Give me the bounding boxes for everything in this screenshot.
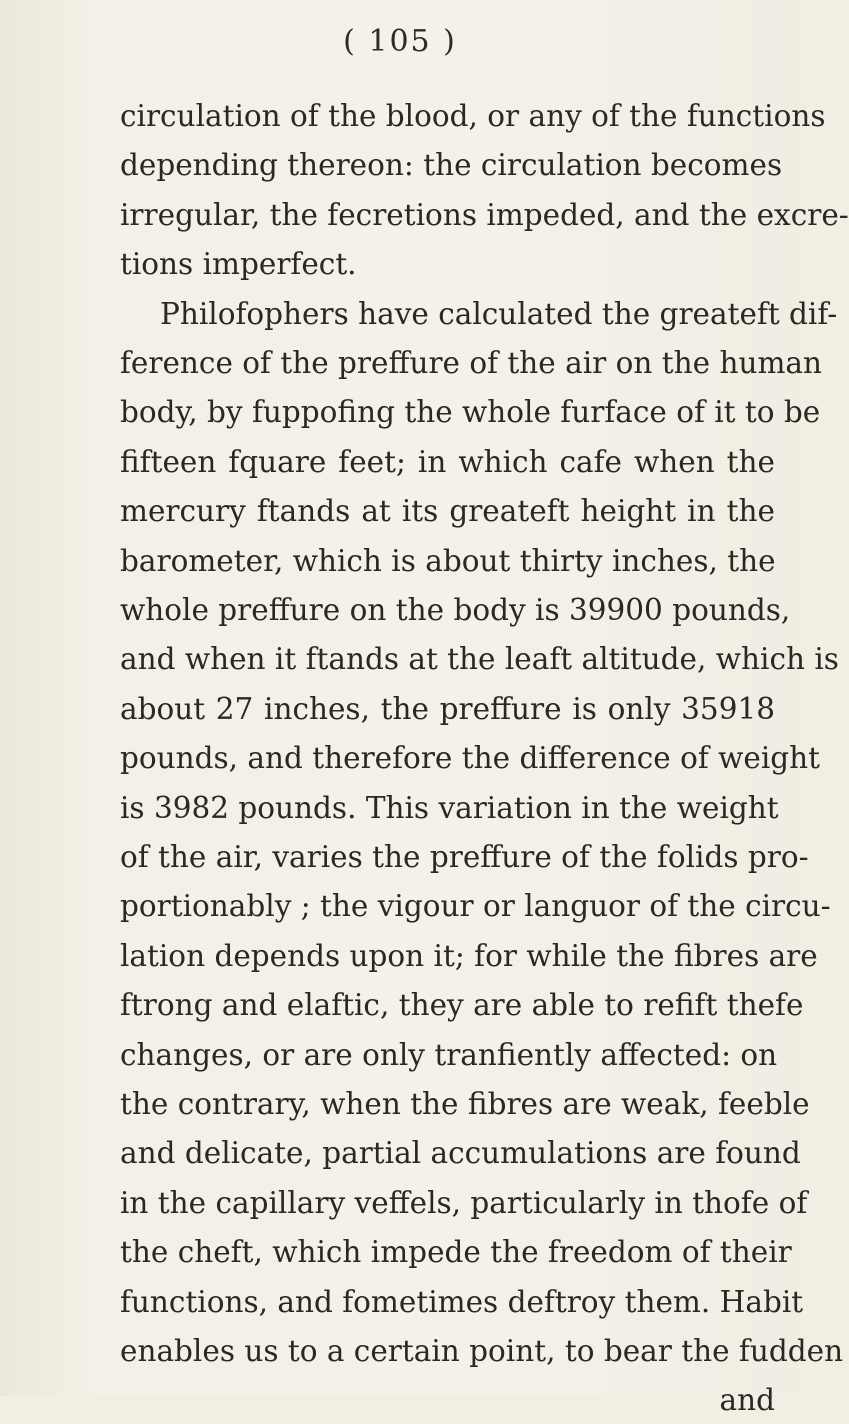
text-line: portionably ; the vigour or languor of the circu-: [120, 889, 831, 924]
text-line: ftrong and elaftic, they are able to refift thefe: [120, 988, 804, 1023]
text-line: body, by fuppofing the whole furface of it to be: [120, 395, 821, 430]
text-line: Philofophers have calculated the greateft dif-: [160, 296, 838, 331]
text-line: and delicate, partial accumulations are found: [120, 1136, 801, 1171]
text-line: in the capillary veffels, particularly in thofe of: [120, 1185, 808, 1220]
text-line: tions imperfect.: [120, 247, 357, 282]
page-number: ( 105 ): [343, 24, 457, 59]
text-line: changes, or are only tranfiently affected: on: [120, 1037, 778, 1072]
text-line: barometer, which is about thirty inches, the: [120, 543, 776, 578]
text-line: and when it ftands at the leaft altitude, which is: [120, 642, 839, 677]
text-line: whole preffure on the body is 39900 pounds,: [120, 593, 791, 627]
catchword: and: [719, 1383, 775, 1418]
text-line: ference of the preffure of the air on the human: [120, 346, 823, 380]
text-line: lation depends upon it; for while the fibres are: [120, 938, 818, 973]
text-line: depending thereon: the circulation becomes: [120, 148, 783, 183]
text-line: fifteen fquare feet; in which cafe when the: [120, 444, 775, 479]
text-line: mercury ftands at its greateft height in the: [120, 494, 775, 529]
text-line: the contrary, when the fibres are weak, feeble: [120, 1087, 810, 1121]
text-line: circulation of the blood, or any of the functions: [120, 99, 826, 133]
text-line: pounds, and therefore the difference of weight: [120, 741, 821, 776]
text-line: about 27 inches, the preffure is only 35918: [120, 691, 775, 726]
text-line: is 3982 pounds. This variation in the weight: [120, 790, 779, 825]
text-line: of the air, varies the preffure of the folids pro-: [120, 840, 809, 874]
text-line: functions, and fometimes deftroy them. Habit: [120, 1284, 804, 1319]
text-line: enables us to a certain point, to bear the fudden: [120, 1334, 844, 1368]
text-line: irregular, the fecretions impeded, and the excre-: [120, 197, 849, 232]
text-line: the cheft, which impede the freedom of their: [120, 1235, 792, 1270]
